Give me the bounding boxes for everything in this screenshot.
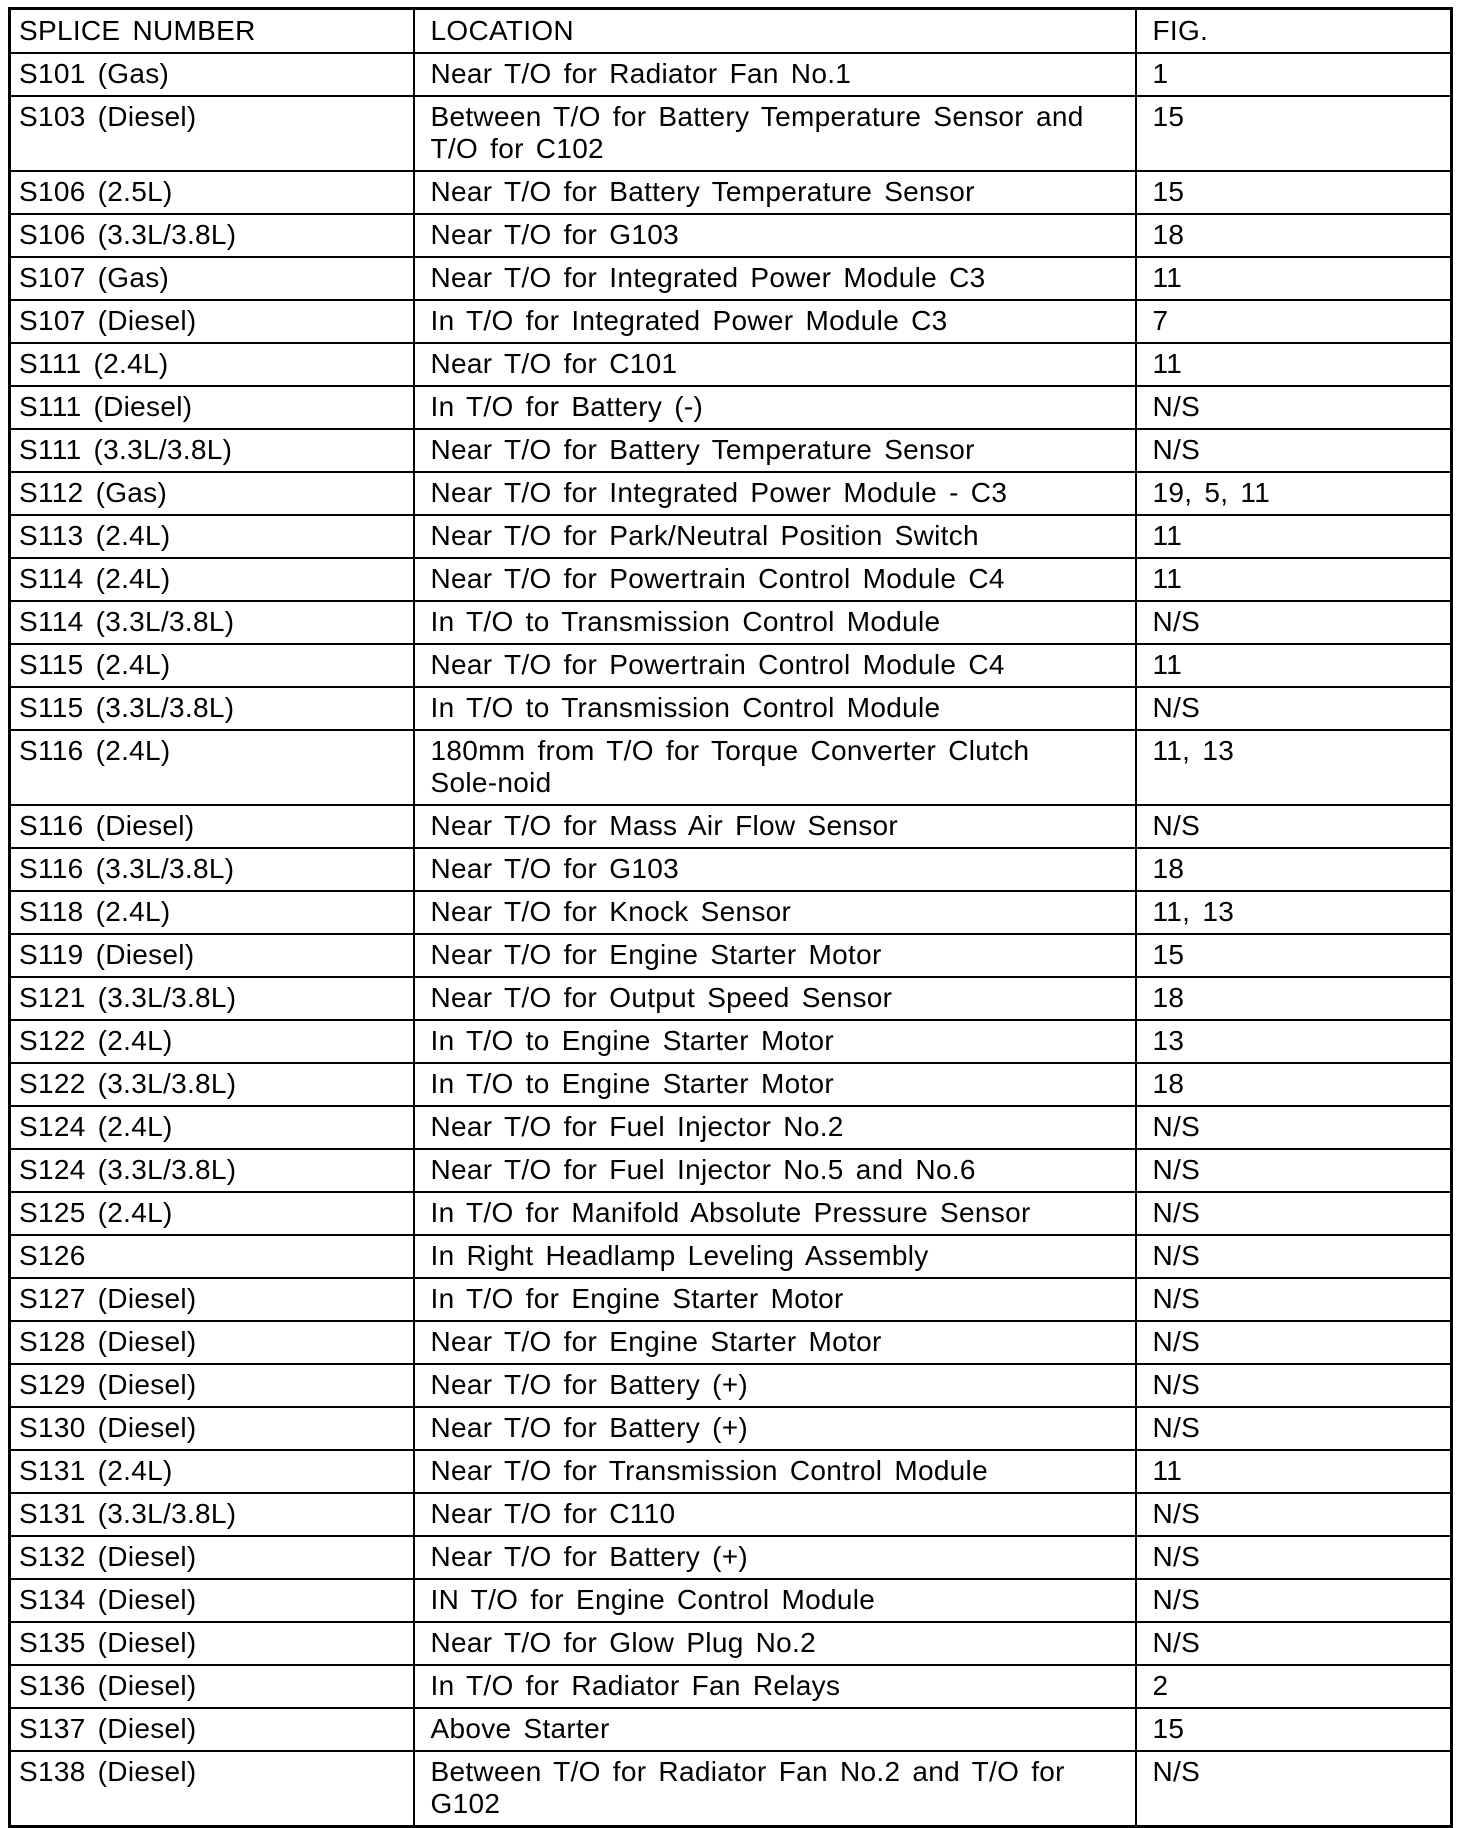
table-row [10,558,1452,601]
location-cell: Near T/O for Engine Starter Motor [414,934,1136,977]
table-row [10,1407,1452,1450]
fig-cell: 15 [1136,171,1452,214]
table-row [10,687,1452,730]
fig-cell: N/S [1136,1235,1452,1278]
fig-cell: 13 [1136,1020,1452,1063]
location-cell: Near T/O for G103 [414,848,1136,891]
table-row [10,1063,1452,1106]
location-cell: IN T/O for Engine Control Module [414,1579,1136,1622]
fig-cell: N/S [1136,1579,1452,1622]
splice-location-table [8,7,1453,1828]
header-fig: FIG. [1136,9,1452,54]
location-cell: Between T/O for Radiator Fan No.2 and T/O for G102 [414,1751,1136,1827]
table-row [10,730,1452,805]
fig-cell: 11 [1136,257,1452,300]
fig-cell: 7 [1136,300,1452,343]
fig-cell: N/S [1136,601,1452,644]
splice-number-cell: S122 (3.3L/3.8L) [10,1063,414,1106]
table-row [10,1579,1452,1622]
table-row [10,1450,1452,1493]
fig-cell: N/S [1136,1106,1452,1149]
table-row [10,515,1452,558]
fig-cell: 18 [1136,848,1452,891]
header-location: LOCATION [414,9,1136,54]
splice-number-cell: S103 (Diesel) [10,96,414,171]
splice-number-cell: S106 (3.3L/3.8L) [10,214,414,257]
splice-number-cell: S134 (Diesel) [10,1579,414,1622]
splice-number-cell: S118 (2.4L) [10,891,414,934]
splice-number-cell: S116 (2.4L) [10,730,414,805]
table-row [10,386,1452,429]
location-cell: Above Starter [414,1708,1136,1751]
fig-cell: N/S [1136,1493,1452,1536]
splice-number-cell: S115 (3.3L/3.8L) [10,687,414,730]
fig-cell: 11 [1136,515,1452,558]
table-row [10,472,1452,515]
splice-number-cell: S138 (Diesel) [10,1751,414,1827]
fig-cell: 19, 5, 11 [1136,472,1452,515]
location-cell: Near T/O for Integrated Power Module C3 [414,257,1136,300]
location-cell: Near T/O for C101 [414,343,1136,386]
table-row [10,1278,1452,1321]
table-row [10,1708,1452,1751]
fig-cell: 18 [1136,977,1452,1020]
table-row [10,1106,1452,1149]
location-cell: Near T/O for Engine Starter Motor [414,1321,1136,1364]
table-row [10,1235,1452,1278]
table-row [10,977,1452,1020]
location-cell: Near T/O for Transmission Control Module [414,1450,1136,1493]
table-row [10,214,1452,257]
table-row [10,1321,1452,1364]
location-cell: Near T/O for Battery Temperature Sensor [414,171,1136,214]
location-cell: In T/O for Engine Starter Motor [414,1278,1136,1321]
splice-number-cell: S131 (3.3L/3.8L) [10,1493,414,1536]
table-row [10,1020,1452,1063]
splice-number-cell: S135 (Diesel) [10,1622,414,1665]
splice-number-cell: S107 (Gas) [10,257,414,300]
table-row [10,257,1452,300]
fig-cell: 11 [1136,343,1452,386]
splice-number-cell: S111 (3.3L/3.8L) [10,429,414,472]
splice-number-cell: S122 (2.4L) [10,1020,414,1063]
fig-cell: N/S [1136,805,1452,848]
fig-cell: 1 [1136,53,1452,96]
location-cell: In T/O to Transmission Control Module [414,687,1136,730]
fig-cell: N/S [1136,1149,1452,1192]
fig-cell: 11 [1136,558,1452,601]
location-cell: In T/O for Battery (-) [414,386,1136,429]
location-cell: Near T/O for Battery (+) [414,1364,1136,1407]
splice-number-cell: S107 (Diesel) [10,300,414,343]
fig-cell: N/S [1136,386,1452,429]
fig-cell: N/S [1136,1321,1452,1364]
splice-number-cell: S132 (Diesel) [10,1536,414,1579]
table-row [10,1665,1452,1708]
table-row [10,934,1452,977]
location-cell: Near T/O for Glow Plug No.2 [414,1622,1136,1665]
location-cell: In T/O for Radiator Fan Relays [414,1665,1136,1708]
splice-number-cell: S128 (Diesel) [10,1321,414,1364]
location-cell: Near T/O for Fuel Injector No.5 and No.6 [414,1149,1136,1192]
table-row [10,1149,1452,1192]
table-row [10,171,1452,214]
splice-number-cell: S115 (2.4L) [10,644,414,687]
fig-cell: 11 [1136,1450,1452,1493]
location-cell: Near T/O for Battery (+) [414,1407,1136,1450]
location-cell: Near T/O for Mass Air Flow Sensor [414,805,1136,848]
table-row [10,300,1452,343]
table-row [10,53,1452,96]
location-cell: Near T/O for Integrated Power Module - C3 [414,472,1136,515]
table-body [10,53,1452,1827]
splice-number-cell: S106 (2.5L) [10,171,414,214]
location-cell: 180mm from T/O for Torque Converter Clutch Sole-noid [414,730,1136,805]
location-cell: Near T/O for Knock Sensor [414,891,1136,934]
table-row [10,1493,1452,1536]
splice-number-cell: S116 (Diesel) [10,805,414,848]
fig-cell: 11 [1136,644,1452,687]
table-row [10,429,1452,472]
splice-number-cell: S129 (Diesel) [10,1364,414,1407]
fig-cell: 18 [1136,1063,1452,1106]
splice-number-cell: S131 (2.4L) [10,1450,414,1493]
splice-number-cell: S113 (2.4L) [10,515,414,558]
splice-number-cell: S101 (Gas) [10,53,414,96]
fig-cell: 11, 13 [1136,891,1452,934]
splice-number-cell: S111 (2.4L) [10,343,414,386]
splice-number-cell: S121 (3.3L/3.8L) [10,977,414,1020]
location-cell: Near T/O for G103 [414,214,1136,257]
location-cell: Between T/O for Battery Temperature Sensor and T/O for C102 [414,96,1136,171]
location-cell: In T/O to Transmission Control Module [414,601,1136,644]
location-cell: In T/O to Engine Starter Motor [414,1063,1136,1106]
splice-number-cell: S137 (Diesel) [10,1708,414,1751]
splice-number-cell: S111 (Diesel) [10,386,414,429]
fig-cell: 2 [1136,1665,1452,1708]
location-cell: Near T/O for Battery (+) [414,1536,1136,1579]
splice-number-cell: S114 (2.4L) [10,558,414,601]
splice-number-cell: S114 (3.3L/3.8L) [10,601,414,644]
location-cell: Near T/O for Park/Neutral Position Switch [414,515,1136,558]
fig-cell: N/S [1136,1364,1452,1407]
table-row [10,343,1452,386]
location-cell: Near T/O for C110 [414,1493,1136,1536]
table-row [10,805,1452,848]
location-cell: In T/O for Integrated Power Module C3 [414,300,1136,343]
table-row [10,1751,1452,1827]
table-row [10,848,1452,891]
fig-cell: N/S [1136,1407,1452,1450]
fig-cell: 11, 13 [1136,730,1452,805]
fig-cell: 15 [1136,96,1452,171]
table-row [10,1364,1452,1407]
fig-cell: N/S [1136,1536,1452,1579]
fig-cell: N/S [1136,1192,1452,1235]
splice-number-cell: S125 (2.4L) [10,1192,414,1235]
fig-cell: N/S [1136,1622,1452,1665]
location-cell: Near T/O for Output Speed Sensor [414,977,1136,1020]
splice-number-cell: S126 [10,1235,414,1278]
location-cell: Near T/O for Powertrain Control Module C4 [414,558,1136,601]
fig-cell: 15 [1136,1708,1452,1751]
splice-number-cell: S124 (2.4L) [10,1106,414,1149]
table-row [10,891,1452,934]
location-cell: In T/O for Manifold Absolute Pressure Sensor [414,1192,1136,1235]
table-row [10,1622,1452,1665]
table-row [10,1536,1452,1579]
table-header-row [10,9,1452,54]
splice-number-cell: S112 (Gas) [10,472,414,515]
splice-number-cell: S124 (3.3L/3.8L) [10,1149,414,1192]
splice-number-cell: S136 (Diesel) [10,1665,414,1708]
splice-number-cell: S116 (3.3L/3.8L) [10,848,414,891]
location-cell: Near T/O for Powertrain Control Module C4 [414,644,1136,687]
splice-number-cell: S119 (Diesel) [10,934,414,977]
table-row [10,1192,1452,1235]
location-cell: Near T/O for Fuel Injector No.2 [414,1106,1136,1149]
fig-cell: 15 [1136,934,1452,977]
location-cell: In T/O to Engine Starter Motor [414,1020,1136,1063]
table-row [10,601,1452,644]
location-cell: Near T/O for Battery Temperature Sensor [414,429,1136,472]
table-row [10,96,1452,171]
fig-cell: N/S [1136,429,1452,472]
fig-cell: N/S [1136,1751,1452,1827]
fig-cell: 18 [1136,214,1452,257]
location-cell: In Right Headlamp Leveling Assembly [414,1235,1136,1278]
table-row [10,644,1452,687]
fig-cell: N/S [1136,687,1452,730]
splice-number-cell: S130 (Diesel) [10,1407,414,1450]
fig-cell: N/S [1136,1278,1452,1321]
location-cell: Near T/O for Radiator Fan No.1 [414,53,1136,96]
header-splice-number: SPLICE NUMBER [10,9,414,54]
splice-number-cell: S127 (Diesel) [10,1278,414,1321]
